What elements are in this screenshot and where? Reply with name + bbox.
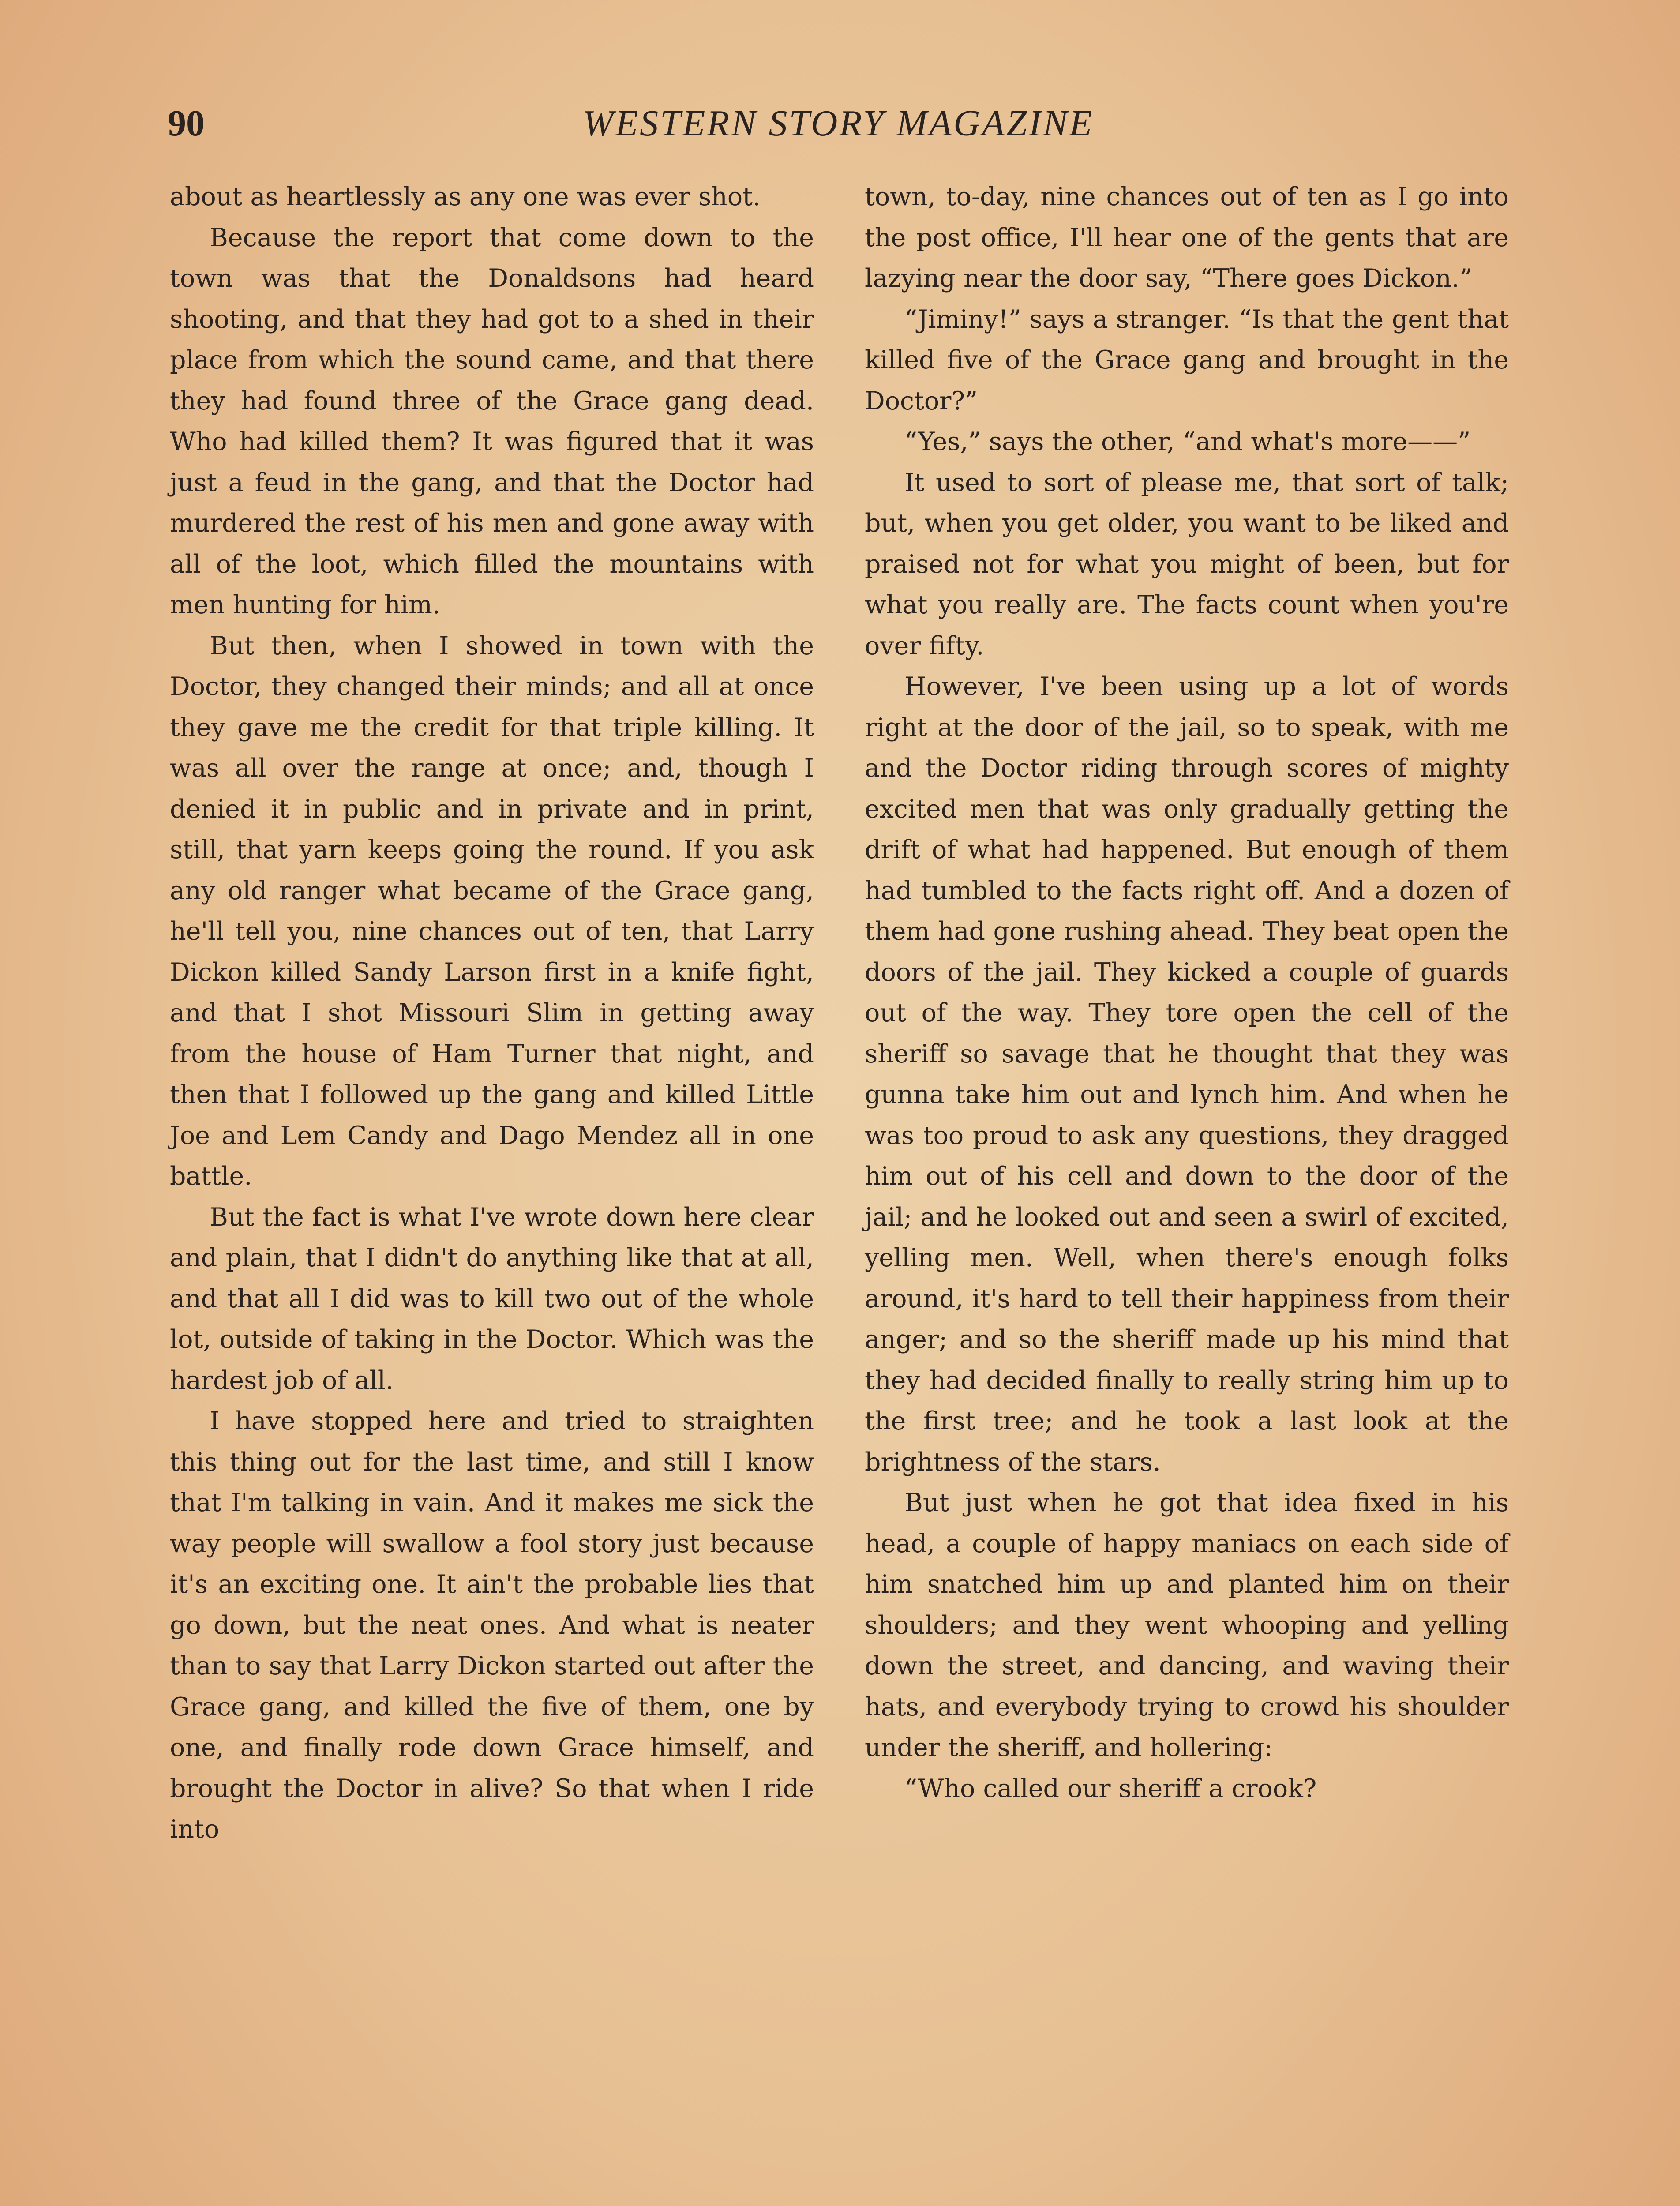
right-column [865, 176, 1509, 1809]
paragraph: Because the report that come down to the town was that the Donaldsons had heard shooting, and that they had got to a shed in their place from which the sound came, and that there they had found three of the Grace gang dead. Who had killed them? It was figured that it was just a feud in the gang, and that the Doctor had murdered the rest of his men and gone away with all of the loot, which filled the mountains with men hunting for him. [170, 223, 814, 619]
paragraph: I have stopped here and tried to straighten this thing out for the last time, and still I know that I'm talking in vain. And it makes me sick the way people will swallow a fool story just because it's an exciting one. It ain't the probable lies that go down, but the neat ones. And what is neater than to say that Larry Dickon started out after the Grace gang, and killed the five of them, one by one, and finally rode down Grace himself, and brought the Doctor in alive? So that when I ride into [170, 1407, 814, 1844]
running-head: WESTERN STORY MAGAZINE [582, 103, 1094, 144]
paragraph: “Yes,” says the other, “and what's more——” [904, 427, 1471, 456]
paragraph: But then, when I showed in town with the Doctor, they changed their minds; and all at once they gave me the credit for that triple killing. It was all over the range at once; and, though I denied it in public and in private and in print, still, that yarn keeps going the round. If you ask any old ranger what became of the Grace gang, he'll tell you, nine chances out of ten, that Larry Dickon killed Sandy Larson first in a knife fight, and that I shot Missouri Slim in getting away from the house of Ham Turner that night, and then that I followed up the gang and killed Little Joe and Lem Candy and Dago Mendez all in one battle. [170, 631, 814, 1191]
paragraph: about as heartlessly as any one was ever shot. [170, 182, 761, 211]
paragraph: town, to-day, nine chances out of ten as I go into the post office, I'll hear one of the gents that are lazying near the door say, “There goes Dickon.” [865, 182, 1509, 293]
left-column [170, 176, 814, 1850]
paragraph: But just when he got that idea fixed in his head, a couple of happy maniacs on each side of him snatched him up and planted him on their shoulders; and they went whooping and yelling down the street, and dancing, and waving their hats, and everybody trying to crowd his shoulder under the sheriff, and hollering: [865, 1488, 1509, 1762]
paragraph: However, I've been using up a lot of words right at the door of the jail, so to speak, with me and the Doctor riding through scores of mighty excited men that was only gradually getting the drift of what had happened. But enough of them had tumbled to the facts right off. And a dozen of them had gone rushing ahead. They beat open the doors of the jail. They kicked a couple of guards out of the way. They tore open the cell of the sheriff so savage that he thought that they was gunna take him out and lynch him. And when he was too proud to ask any questions, they dragged him out of his cell and down to the door of the jail; and he looked out and seen a swirl of excited, yelling men. Well, when there's enough folks around, it's hard to tell their happiness from their anger; and so the sheriff made up his mind that they had decided finally to really string him up to the first tree; and he took a last look at the brightness of the stars. [865, 672, 1509, 1477]
paragraph: “Jiminy!” says a stranger. “Is that the gent that killed five of the Grace gang and brought in the Doctor?” [865, 304, 1509, 416]
paragraph: “Who called our sheriff a crook? [904, 1774, 1317, 1803]
paragraph: But the fact is what I've wrote down here clear and plain, that I didn't do anything like that at all, and that all I did was to kill two out of the whole lot, outside of taking in the Doctor. Which was the hardest job of all. [170, 1202, 814, 1395]
page-header [168, 99, 1509, 152]
paragraph: It used to sort of please me, that sort of talk; but, when you get older, you want to be liked and praised not for what you might of been, but for what you really are. The facts count when you're over fifty. [865, 468, 1509, 660]
page-number: 90 [168, 103, 205, 144]
